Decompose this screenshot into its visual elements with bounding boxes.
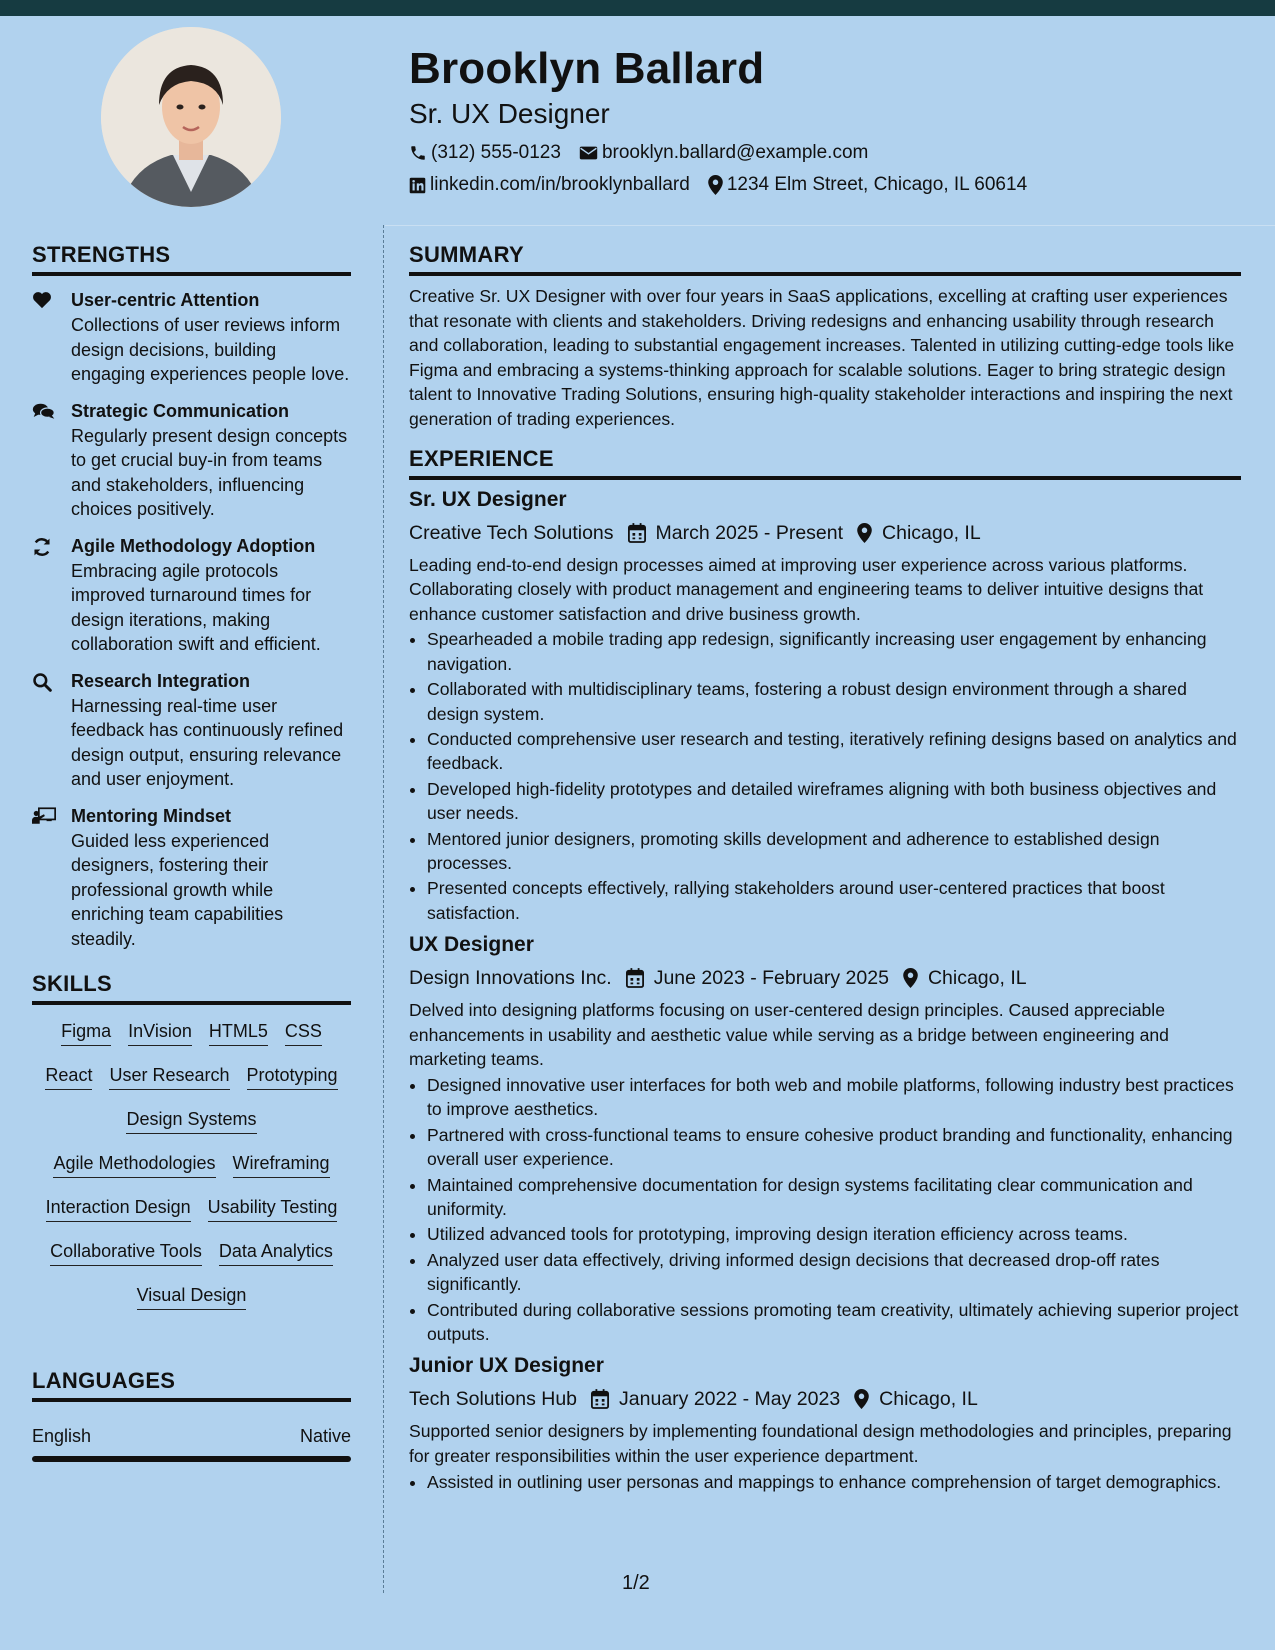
strength-title: Mentoring Mindset [71, 805, 231, 826]
strength-desc: Collections of user reviews inform design decisions, building engaging experiences people love. [71, 315, 350, 384]
language-proficiency-bar [32, 1456, 351, 1462]
skill-tag: Wireframing [233, 1151, 330, 1178]
job-location-text: Chicago, IL [882, 521, 981, 544]
strength-item [32, 669, 351, 792]
skill-tag: Prototyping [247, 1063, 338, 1090]
phone-text: (312) 555-0123 [431, 142, 561, 163]
strength-desc: Embracing agile protocols improved turnaround times for design iterations, making collaboration swift and efficient. [71, 560, 321, 654]
job-bullet: • Partnered with cross-functional teams to ensure cohesive product branding and functionality, enhancing overall user experience. [427, 1123, 1241, 1172]
language-level: Native [299, 1426, 351, 1446]
job-bullets [409, 1470, 1241, 1494]
job-bullet: • Designed innovative user interfaces for both web and mobile platforms, following industry best practices to improve aesthetics. [427, 1073, 1241, 1122]
skill-tag: InVision [128, 1019, 192, 1046]
strength-title: Strategic Communication [71, 400, 290, 421]
linkedin-text: linkedin.com/in/brooklynballard [430, 174, 690, 195]
linkedin-contact[interactable] [409, 173, 690, 197]
job-description: Delved into designing platforms focusing on user-centered design principles. Caused appreciable enhancements in usability and aesthetic value while serving as a bridge between engineering and marketing teams. [409, 1000, 1169, 1070]
job-company: Creative Tech Solutions [409, 521, 614, 544]
job-bullet: • Conducted comprehensive user research and testing, iteratively refining designs based on analytics and feedback. [427, 727, 1241, 776]
job-location [854, 1386, 978, 1412]
email-contact[interactable] [579, 141, 868, 165]
profile-photo [101, 27, 281, 207]
strengths-heading: STRENGTHS [32, 240, 351, 276]
skill-tag: React [45, 1063, 92, 1090]
summary-heading: SUMMARY [409, 240, 1241, 276]
page-number: 1/2 [622, 1572, 650, 1594]
strength-item [32, 534, 351, 657]
email-text: brooklyn.ballard@example.com [601, 142, 869, 163]
languages-section [32, 1366, 351, 1462]
strength-desc: Guided less experienced designers, fostering their professional growth while enriching team capabilities steadily. [71, 830, 284, 949]
job-bullet: • Analyzed user data effectively, driving informed design decisions that decreased drop-off rates significantly. [427, 1248, 1241, 1297]
strength-desc: Regularly present design concepts to get crucial buy-in from teams and stakeholders, influencing choices positively. [71, 425, 348, 519]
job-description: Supported senior designers by implementing foundational design methodologies and principles, preparing for greater responsibilities within the user experience department. [409, 1421, 1232, 1467]
skill-tag: User Research [109, 1063, 229, 1090]
contact-row-2 [409, 173, 1249, 197]
skill-tag: HTML5 [209, 1019, 268, 1046]
skill-tag: Agile Methodologies [53, 1151, 215, 1178]
skills-list [32, 1019, 351, 1310]
job-dates-text: January 2022 - May 2023 [619, 1388, 841, 1411]
left-column [32, 240, 351, 1462]
strength-title: User-centric Attention [71, 290, 260, 310]
job-meta [409, 1386, 1241, 1412]
heart-icon [32, 291, 52, 309]
strength-item [32, 399, 351, 522]
job-dates-text: March 2025 - Present [655, 521, 844, 544]
job-entry [409, 931, 1241, 1346]
top-bar [0, 0, 1275, 16]
job-description: Leading end-to-end design processes aimed at improving user experience across various platforms. Collaborating closely with product management and engineering teams to deliver intuitive designs that enhance customer satisfaction and drive business growth. [409, 554, 1204, 624]
skill-tag: Figma [61, 1019, 111, 1046]
skill-tag: Interaction Design [46, 1195, 191, 1222]
job-meta [409, 520, 1241, 546]
candidate-name: Brooklyn Ballard [409, 44, 765, 93]
strength-title: Research Integration [71, 670, 251, 691]
summary-text: Creative Sr. UX Designer with over four years in SaaS applications, excelling at crafting user experiences that resonate with clients and stakeholders. Driving redesigns and enhancing usability through research and collaboration, leading to substantial engagement increases. Talented in utilizing cutting-edge tools like Figma and embracing a systems-thinking approach for scalable solutions. Eager to bring strategic design talent to Innovative Trading Solutions, ensuring high-quality stakeholder interactions and inspiring the next generation of trading experiences. [409, 286, 1235, 429]
job-bullet: • Presented concepts effectively, rallying stakeholders around user-centered practices that boost satisfaction. [427, 876, 1241, 925]
job-bullet: • Mentored junior designers, promoting skills development and adherence to established design processes. [427, 827, 1241, 876]
header-divider [385, 225, 1275, 226]
envelope-icon [579, 145, 598, 161]
job-dates [626, 965, 889, 991]
job-meta [409, 965, 1241, 991]
skill-tag: Visual Design [137, 1283, 247, 1310]
job-bullet: • Contributed during collaborative sessions promoting team creativity, ultimately achieving superior project outputs. [427, 1298, 1241, 1347]
map-marker-icon [854, 1389, 869, 1409]
phone-icon [409, 144, 427, 162]
job-bullets [409, 1073, 1241, 1346]
job-bullet: • Spearheaded a mobile trading app redesign, significantly increasing user engagement by enhancing navigation. [427, 627, 1241, 676]
map-marker-icon [857, 523, 872, 543]
job-entry [409, 486, 1241, 926]
job-location-text: Chicago, IL [879, 1388, 978, 1411]
job-location [857, 520, 981, 546]
strength-desc: Harnessing real-time user feedback has continuously refined design output, ensuring relevance and user enjoyment. [71, 695, 344, 789]
job-dates [591, 1386, 840, 1412]
language-name: English [32, 1426, 92, 1446]
strength-item [32, 804, 351, 952]
experience-heading: EXPERIENCE [409, 444, 1241, 480]
right-column [409, 240, 1241, 1495]
job-location-text: Chicago, IL [927, 967, 1027, 990]
chalkboard-teacher-icon [32, 807, 56, 825]
contact-row-1 [409, 141, 1249, 165]
calendar-icon [626, 968, 644, 988]
job-dates-text: June 2023 - February 2025 [653, 967, 889, 990]
job-company: Design Innovations Inc. [409, 967, 612, 990]
linkedin-icon [409, 177, 426, 194]
resume-header [409, 40, 1249, 197]
job-title: UX Designer [409, 933, 534, 957]
address-contact [708, 173, 1027, 197]
search-icon [32, 672, 52, 692]
skill-tag: Usability Testing [208, 1195, 338, 1222]
job-bullet: • Collaborated with multidisciplinary teams, fostering a robust design environment through a shared design system. [427, 677, 1241, 726]
map-marker-icon [708, 175, 723, 195]
calendar-icon [628, 523, 646, 543]
address-text: 1234 Elm Street, Chicago, IL 60614 [726, 174, 1028, 195]
job-bullet: • Developed high-fidelity prototypes and detailed wireframes aligning with both business objectives and user needs. [427, 777, 1241, 826]
skill-tag: Collaborative Tools [50, 1239, 202, 1266]
calendar-icon [591, 1389, 609, 1409]
map-marker-icon [903, 968, 918, 988]
job-bullets [409, 627, 1241, 925]
job-bullet: • Maintained comprehensive documentation for design systems facilitating clear communication and uniformity. [427, 1173, 1241, 1222]
job-company: Tech Solutions Hub [409, 1388, 578, 1411]
skill-tag: Data Analytics [219, 1239, 333, 1266]
job-location [903, 965, 1027, 991]
job-dates [628, 520, 844, 546]
job-title: Sr. UX Designer [409, 487, 567, 511]
comments-icon [32, 402, 56, 420]
languages-heading: LANGUAGES [32, 1366, 351, 1402]
skills-heading: SKILLS [32, 969, 351, 1005]
column-divider [383, 225, 384, 1593]
job-entry [409, 1352, 1241, 1494]
job-bullet: • Assisted in outlining user personas and mappings to enhance comprehension of target demographics. [427, 1470, 1241, 1494]
skill-tag: CSS [285, 1019, 322, 1046]
skill-tag: Design Systems [126, 1107, 256, 1134]
strength-title: Agile Methodology Adoption [71, 535, 316, 556]
candidate-title: Sr. UX Designer [409, 98, 610, 129]
job-bullet: • Utilized advanced tools for prototyping, improving design iteration efficiency across teams. [427, 1222, 1241, 1246]
language-row [32, 1424, 351, 1448]
strength-item [32, 288, 351, 387]
job-title: Junior UX Designer [409, 1354, 604, 1378]
phone-contact [409, 141, 561, 165]
sync-icon [32, 537, 52, 557]
